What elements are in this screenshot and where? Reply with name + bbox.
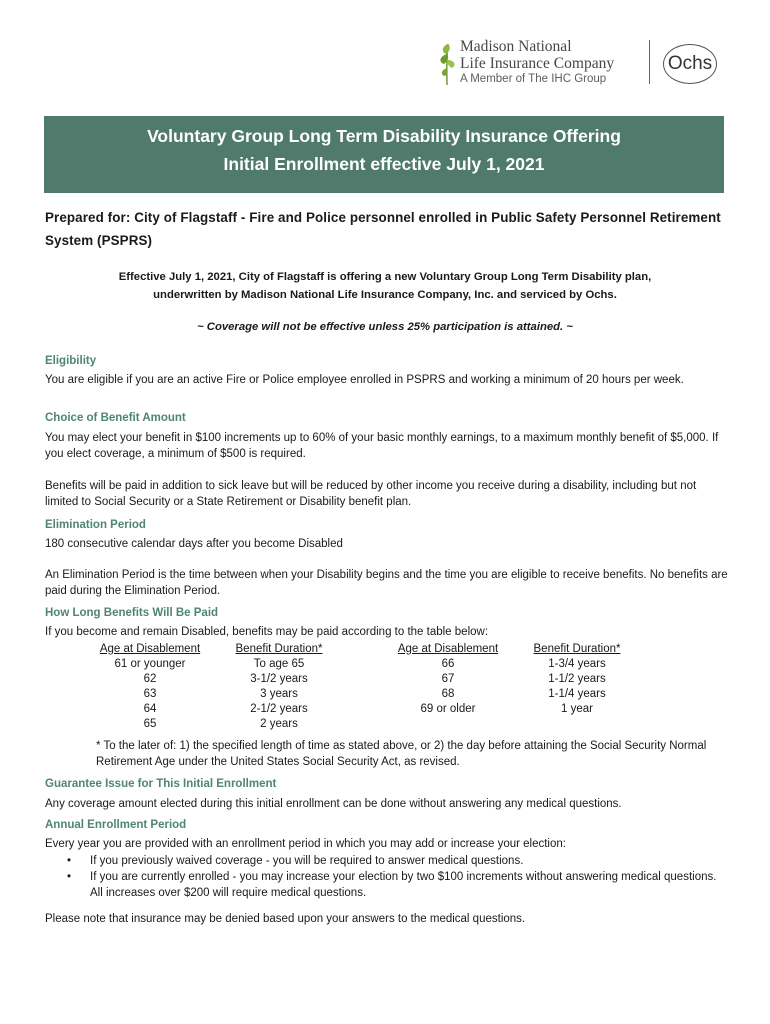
table-cell: 2 years <box>260 718 298 730</box>
table-header: Benefit Duration* <box>533 643 621 655</box>
table-cell: 1-1/2 years <box>548 673 606 685</box>
annual-text: Every year you are provided with an enrollment period in which you may add or increase your election: <box>45 838 566 850</box>
table-header: Age at Disablement <box>99 643 201 655</box>
guarantee-heading: Guarantee Issue for This Initial Enrollment <box>45 778 277 790</box>
header-logos <box>436 36 726 90</box>
table-cell: 61 or younger <box>114 658 186 670</box>
table-cell: 1-3/4 years <box>548 658 606 670</box>
benefit-duration-table <box>45 642 645 732</box>
table-cell: 66 <box>441 658 455 670</box>
intro-line1: Effective July 1, 2021, City of Flagstaff is offering a new Voluntary Group Long Term Disability plan, <box>118 271 652 283</box>
document-title: Voluntary Group Long Term Disability Insurance Offering <box>147 126 621 146</box>
guarantee-text: Any coverage amount elected during this initial enrollment can be done without answering any medical questions. <box>45 798 622 810</box>
table-cell: 68 <box>441 688 455 700</box>
left-duration-column <box>227 642 331 732</box>
elimination-days-text: 180 consecutive calendar days after you become Disabled <box>45 538 343 550</box>
annual-heading: Annual Enrollment Period <box>45 819 187 831</box>
title-banner <box>44 116 724 193</box>
elimination-heading: Elimination Period <box>45 519 146 531</box>
ochs-logo-text: Ochs <box>667 53 713 74</box>
table-cell: 2-1/2 years <box>250 703 308 715</box>
prepared-for: Prepared for: City of Flagstaff - Fire and Police personnel enrolled in Public Safety Personnel Retirement System (PSPRS) <box>45 210 721 248</box>
list-item: • If you previously waived coverage - you will be required to answer medical questions. <box>45 853 729 869</box>
right-duration-column <box>525 642 629 717</box>
table-cell: 62 <box>143 673 157 685</box>
table-cell: 65 <box>143 718 157 730</box>
list-item: • If you are currently enrolled - you may increase your election by two $100 increments without answering medical questions. All increases over $200 will require medical questions. <box>45 869 729 901</box>
company-name-line2: Life Insurance Company <box>460 55 615 72</box>
table-header: Age at Disablement <box>397 643 499 655</box>
table-cell: To age 65 <box>253 658 305 670</box>
intro-line2: underwritten by Madison National Life Insurance Company, Inc. and serviced by Ochs. <box>153 289 617 301</box>
company-name-line1: Madison National <box>460 38 572 55</box>
leaf-logo-icon <box>436 38 458 86</box>
elimination-definition-text: An Elimination Period is the time between when your Disability begins and the time you are eligible to receive benefits. No benefits are paid during the Elimination Period. <box>45 569 728 597</box>
document-subtitle: Initial Enrollment effective July 1, 2021 <box>223 154 545 174</box>
company-logo-text <box>460 38 614 86</box>
right-age-column <box>387 642 509 717</box>
closing-note: Please note that insurance may be denied based upon your answers to the medical questions. <box>45 913 526 925</box>
table-cell: 3 years <box>260 688 298 700</box>
table-cell: 69 or older <box>420 703 476 715</box>
table-cell: 67 <box>441 673 455 685</box>
eligibility-text: You are eligible if you are an active Fire or Police employee enrolled in PSPRS and working a minimum of 20 hours per week. <box>45 374 684 386</box>
eligibility-heading: Eligibility <box>45 355 97 367</box>
benefits-paid-heading: How Long Benefits Will Be Paid <box>45 607 219 619</box>
table-header: Benefit Duration* <box>235 643 323 655</box>
intro-paragraph <box>45 268 725 304</box>
table-cell: 3-1/2 years <box>250 673 308 685</box>
ochs-logo <box>663 44 717 84</box>
table-cell: 63 <box>143 688 157 700</box>
benefit-duration-footnote: * To the later of: 1) the specified length of time as stated above, or 2) the day before attaining the Social Security Normal Retirement Age under the United States Social Security Act, as revised. <box>96 740 707 768</box>
left-age-column <box>89 642 211 732</box>
benefit-amount-text: You may elect your benefit in $100 increments up to 60% of your basic monthly earnings, to a maximum monthly benefit of $5,000. If you elect coverage, a minimum of $500 is required. <box>45 432 719 460</box>
table-cell: 1-1/4 years <box>548 688 606 700</box>
benefits-paid-text: If you become and remain Disabled, benefits may be paid according to the table below: <box>45 626 489 638</box>
table-cell: 64 <box>143 703 157 715</box>
table-cell: 1 year <box>561 703 593 715</box>
company-tagline: A Member of The IHC Group <box>460 73 607 85</box>
annual-bullet-list <box>45 853 729 901</box>
logo-divider <box>649 40 650 84</box>
benefit-amount-heading: Choice of Benefit Amount <box>45 412 186 424</box>
participation-notice: ~ Coverage will not be effective unless 25% participation is attained. ~ <box>197 321 573 333</box>
benefit-offset-text: Benefits will be paid in addition to sick leave but will be reduced by other income you receive during a disability, including but not limited to Social Security or a State Retirement or Disability benefit plan. <box>45 480 697 508</box>
